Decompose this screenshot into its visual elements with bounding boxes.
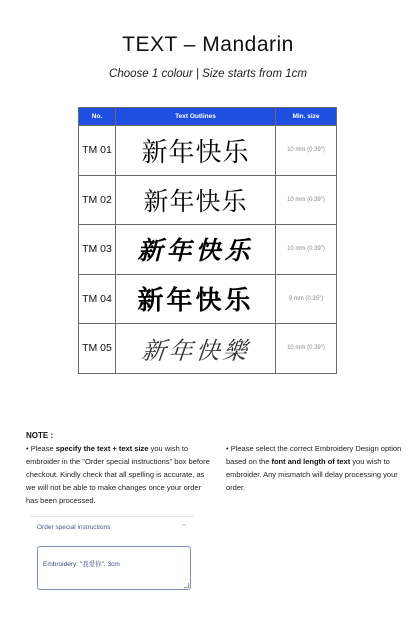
table-header-row <box>79 108 337 126</box>
sample-text: 新年快樂 <box>139 336 251 365</box>
chevron-up-icon[interactable]: ⌃ <box>181 523 187 531</box>
row-number: TM 05 <box>79 324 116 374</box>
note-text: you wish to embroider. Any mismatch will delay processing your order. <box>226 457 398 492</box>
sample-text: 新年快乐 <box>137 236 254 266</box>
note-text: • Please select the correct Embroidery Design option based on the <box>226 444 402 466</box>
note-text: • Please <box>26 444 56 453</box>
table-row <box>79 274 337 324</box>
order-instructions-textarea[interactable] <box>37 546 191 590</box>
header-min-size: Min. size <box>276 108 337 126</box>
text-outline-sample <box>116 324 276 374</box>
text-outline-sample <box>116 225 276 275</box>
row-number: TM 04 <box>79 274 116 324</box>
text-outline-sample <box>116 126 276 176</box>
page-subtitle: Choose 1 colour | Size starts from 1cm <box>109 68 307 80</box>
note-select-option <box>226 442 402 494</box>
sample-text: 新年快乐 <box>143 186 248 216</box>
min-size: 10 mm (0.39") <box>276 225 337 275</box>
order-instructions-value: Embroidery: "我爱你", 3cm <box>43 561 120 568</box>
text-outline-sample <box>116 274 276 324</box>
sample-text: 新年快乐 <box>137 286 254 317</box>
note-title: NOTE : <box>26 431 54 440</box>
header-no: No. <box>79 108 116 126</box>
table-row <box>79 225 337 275</box>
row-number: TM 03 <box>79 225 116 275</box>
text-outline-sample <box>116 175 276 225</box>
note-emphasis: font and length of text <box>271 457 351 466</box>
min-size: 10 mm (0.39") <box>276 126 337 176</box>
order-instructions-label: Order special instructions <box>37 523 111 531</box>
resize-handle-icon[interactable] <box>184 583 189 588</box>
order-instructions-header[interactable] <box>30 517 194 537</box>
min-size: 10 mm (0.39") <box>276 324 337 374</box>
sample-text: 新年快乐 <box>141 137 250 168</box>
note-specify-text <box>26 442 212 507</box>
note-emphasis: specify the text + text size <box>55 444 149 453</box>
row-number: TM 01 <box>79 126 116 176</box>
page-title: TEXT – Mandarin <box>122 33 294 56</box>
table-row <box>79 175 337 225</box>
table-row <box>79 324 337 374</box>
row-number: TM 02 <box>79 175 116 225</box>
order-instructions-panel <box>30 516 194 597</box>
header-text-outlines: Text Outlines <box>116 108 276 126</box>
font-options-table <box>78 107 337 374</box>
table-row <box>79 126 337 176</box>
min-size: 9 mm (0.35") <box>276 274 337 324</box>
min-size: 10 mm (0.39") <box>276 175 337 225</box>
note-text: you wish to embroider in the "Order special instructions" box before checkout. Kindly check that all spelling is accurate, as we will not be able to make changes once your order has been processed. <box>26 444 210 505</box>
